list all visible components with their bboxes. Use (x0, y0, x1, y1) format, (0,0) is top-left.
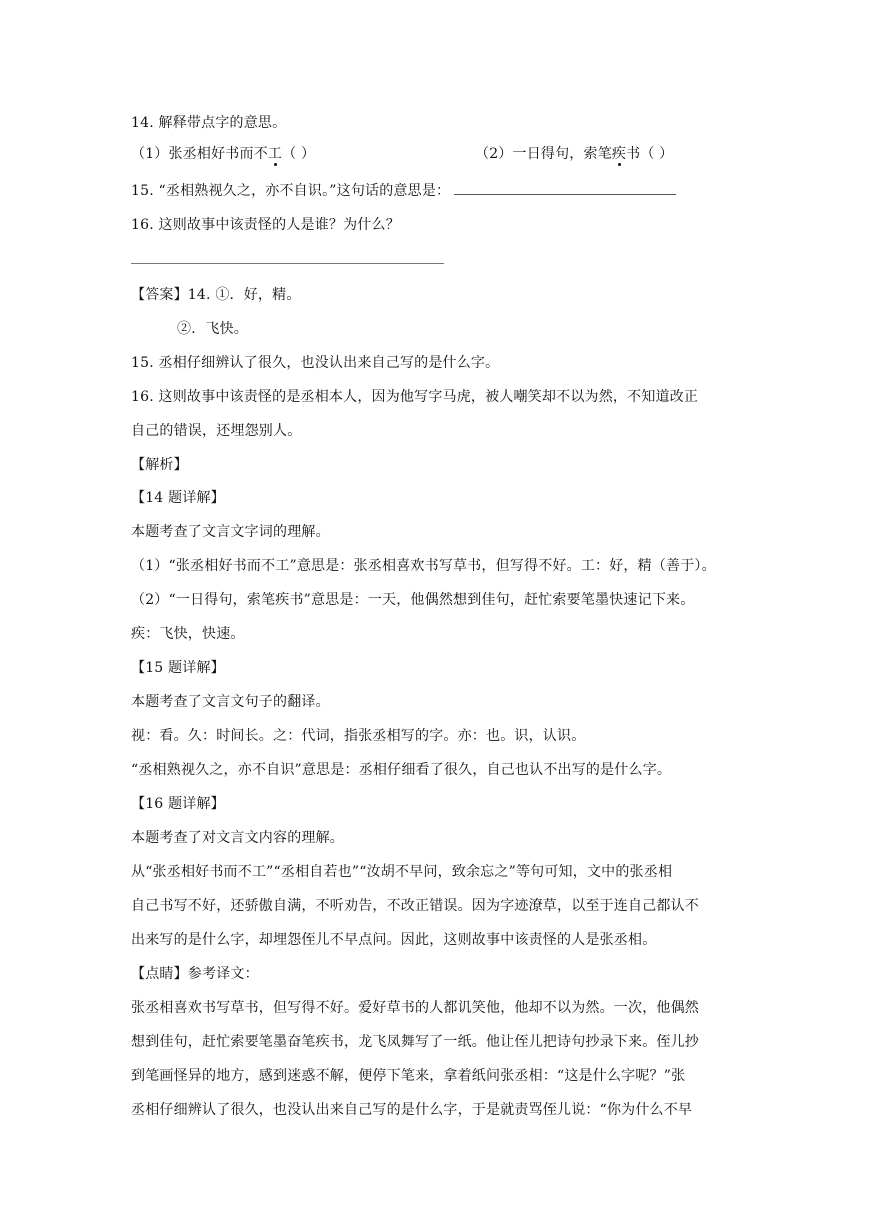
question-15-text: 15. “丞相熟视久之，亦不自识。”这句话的意思是： (131, 183, 451, 199)
question-15 (131, 180, 676, 201)
question-14-sub-2-paren: 书（ ） (626, 146, 674, 162)
analysis-16-para-2: 从“张丞相好书而不工”“丞相自若也”“汝胡不早问，致余忘之”等句可知，文中的张丞相 (131, 864, 673, 880)
answer-blank-16 (131, 263, 444, 264)
analysis-15-para-1: 本题考查了文言文句子的翻译。 (131, 694, 330, 710)
question-14-sub-2 (475, 144, 673, 164)
translation-line-3: 到笔画怪异的地方，感到迷惑不解，便停下笔来，拿着纸问张丞相：“这是什么字呢？”张 (131, 1068, 686, 1084)
analysis-14-heading: 【14 题详解】 (131, 490, 225, 506)
answer-15: 15. 丞相仔细辨认了很久，也没认出来自己写的是什么字。 (131, 355, 500, 371)
question-14: 14. 解释带点字的意思。 (131, 115, 287, 131)
analysis-heading: 【解析】 (131, 457, 188, 473)
analysis-16-para-3: 自己书写不好，还骄傲自满，不听劝告，不改正错误。因为字迹潦草，以至于连自己都认不 (131, 898, 699, 914)
analysis-16-heading: 【16 题详解】 (131, 796, 225, 812)
question-14-sub-1-text: （1）张丞相好书而不 (131, 146, 268, 162)
analysis-16-para-1: 本题考查了对文言文内容的理解。 (131, 830, 344, 846)
question-16: 16. 这则故事中该责怪的人是谁？为什么？ (131, 217, 400, 233)
analysis-15-para-3: “丞相熟视久之，亦不自识”意思是：丞相仔细看了很久，自己也认不出写的是什么字。 (131, 762, 672, 778)
analysis-14-para-3: （2）“一日得句，索笔疾书”意思是：一天，他偶然想到佳句，赶忙索要笔墨快速记下来。 (131, 592, 695, 608)
analysis-15-heading: 【15 题详解】 (131, 660, 225, 676)
answer-14-2: ②．飞快。 (177, 321, 248, 337)
translation-heading: 【点睛】参考译文： (131, 966, 259, 982)
question-14-sub-1 (131, 144, 315, 164)
translation-line-4: 丞相仔细辨认了很久，也没认出来自己写的是什么字，于是就责骂侄儿说：“你为什么不早 (131, 1102, 693, 1118)
dotted-char-ji: 疾 (611, 146, 627, 162)
answer-14-1: 【答案】14. ①．好，精。 (131, 287, 301, 303)
translation-line-1: 张丞相喜欢书写草书，但写得不好。爱好草书的人都讥笑他，他却不以为然。一次，他偶然 (131, 1000, 699, 1016)
dotted-char-gong: 工 (267, 146, 283, 162)
analysis-14-para-2: （1）“张丞相好书而不工”意思是：张丞相喜欢书写草书，但写得不好。工：好，精（善于）。 (131, 558, 716, 574)
question-14-sub-2-text: （2）一日得句，索笔 (475, 146, 612, 162)
question-14-sub-1-paren: （ ） (282, 146, 316, 162)
answer-blank-15 (454, 180, 676, 195)
analysis-14-para-4: 疾：飞快，快速。 (131, 626, 245, 642)
analysis-14-para-1: 本题考查了文言文字词的理解。 (131, 524, 330, 540)
analysis-16-para-4: 出来写的是什么字，却埋怨侄儿不早点问。因此，这则故事中该责怪的人是张丞相。 (131, 932, 657, 948)
analysis-15-para-2: 视：看。久：时间长。之：代词，指张丞相写的字。亦：也。识，认识。 (131, 728, 586, 744)
translation-line-2: 想到佳句，赶忙索要笔墨奋笔疾书，龙飞凤舞写了一纸。他让侄儿把诗句抄录下来。侄儿抄 (131, 1034, 699, 1050)
answer-16-line-2: 自己的错误，还埋怨别人。 (131, 423, 302, 439)
answer-16-line-1: 16. 这则故事中该责怪的是丞相本人，因为他写字马虎，被人嘲笑却不以为然，不知道改正 (131, 389, 699, 405)
